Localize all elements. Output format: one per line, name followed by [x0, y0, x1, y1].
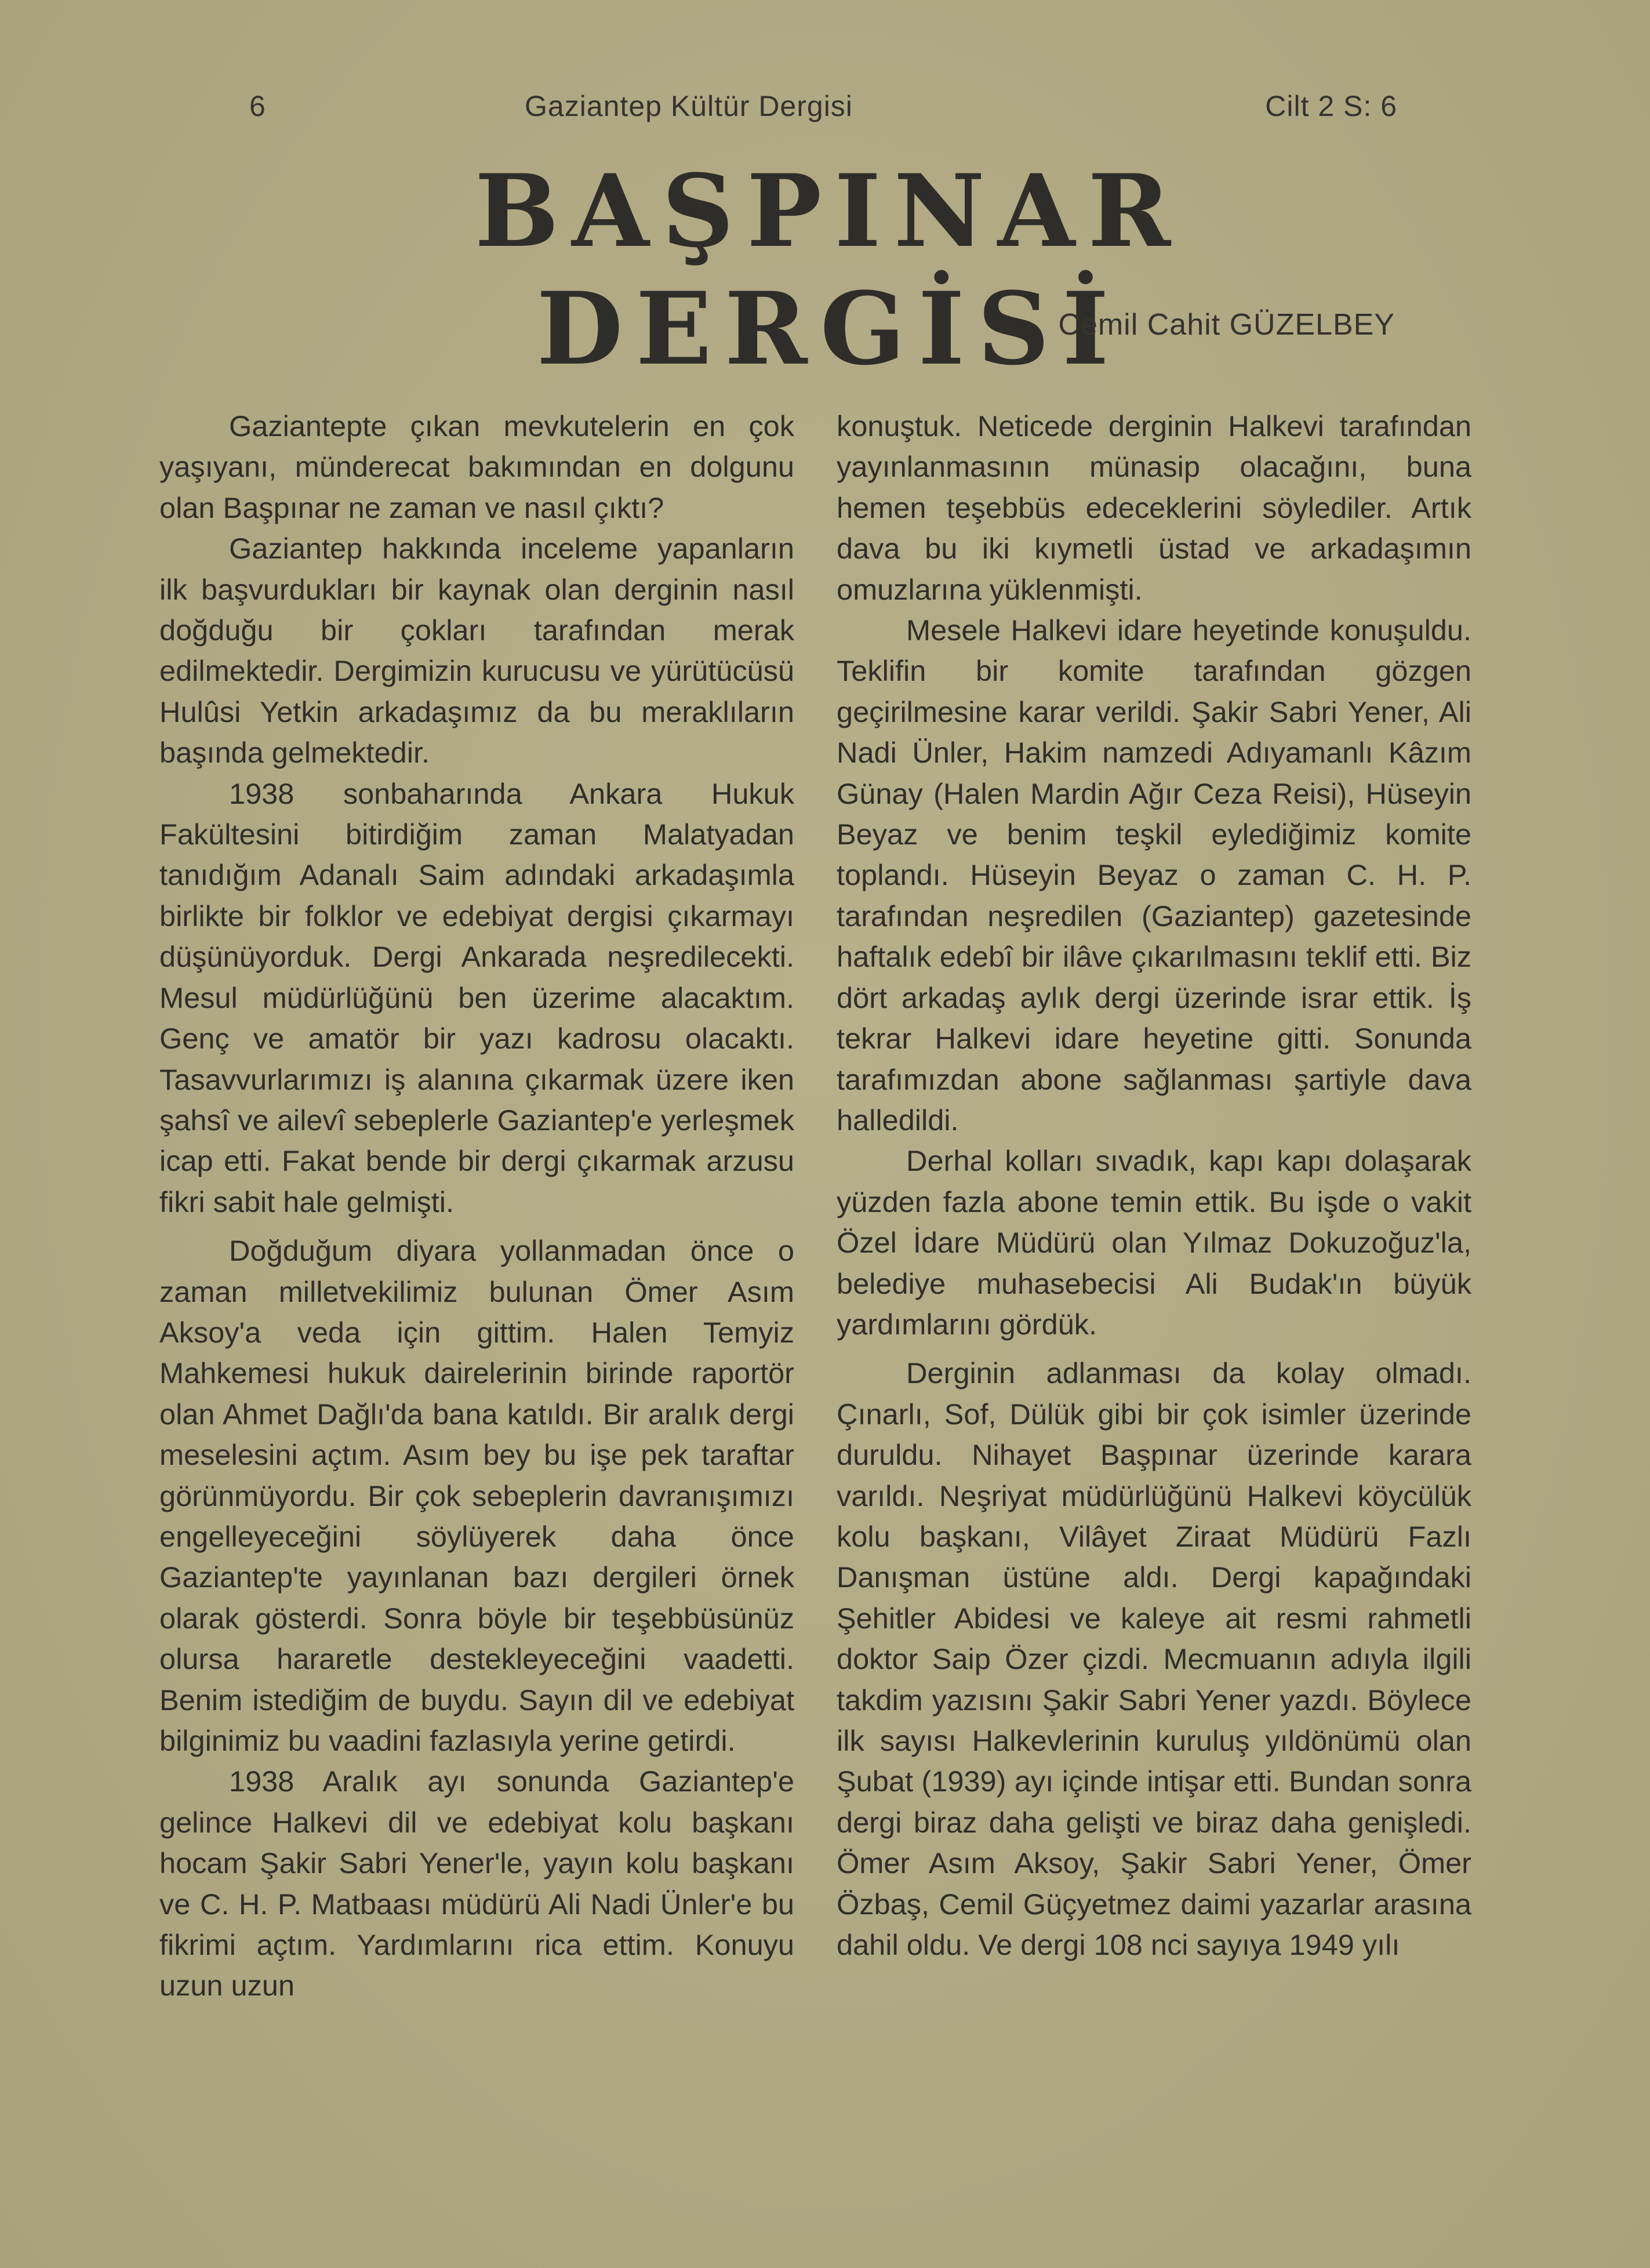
paragraph: Derginin adlanması da kolay olmadı. Çınarlı, Sof, Dülük gibi bir çok isimler üzerinde duruldu. Nihayet Başpınar üzerinde karara varıldı. Neşriyat müdürlüğünü Halkevi köycülük kolu başkanı, Vilâyet Ziraat Müdürü Fazlı Danışman üstüne aldı. Dergi kapağındaki Şehitler Abidesi ve kaleye ait resmi rahmetli doktor Saip Özer çizdi. Mecmuanın adıyla ilgili takdim yazısını Şakir Sabri Yener yazdı. Böylece ilk sayısı Halkevlerinin kuruluş yıldönümü olan Şubat (1939) ayı içinde intişar etti. Bundan sonra dergi biraz daha gelişti ve biraz daha genişledi. Ömer Asım Aksoy, Şakir Sabri Yener, Ömer Özbaş, Cemil Güçyetmez daimi yazarlar arasına dahil oldu. Ve dergi 108 nci sayıya 1949 yılı	[837, 1356, 1471, 1962]
paragraph: Derhal kolları sıvadık, kapı kapı dolaşarak yüzden fazla abone temin ettik. Bu işde o vakit Özel İdare Müdürü olan Yılmaz Dokuzoğuz'la, belediye muhasebecisi Ali Budak'ın büyük yardımlarını gördük.	[837, 1144, 1471, 1341]
paragraph: Gaziantep hakkında inceleme yapanların ilk başvurdukları bir kaynak olan derginin nasıl doğduğu bir çokları tarafından merak edilmektedir. Dergimizin kurucusu ve yürütücüsü Hulûsi Yetkin arkadaşımız da bu meraklıların başında gelmektedir.	[159, 532, 794, 770]
paragraph: Mesele Halkevi idare heyetinde konuşuldu. Teklifin bir komite tarafından gözgen geçirilmesine karar verildi. Şakir Sabri Yener, Ali Nadi Ünler, Hakim namzedi Adıyamanlı Kâzım Günay (Halen Mardin Ağır Ceza Reisi), Hüseyin Beyaz ve benim teşkil eylediğimiz komite toplandı. Hüseyin Beyaz o zaman C. H. P. tarafından neşredilen (Gaziantep) gazetesinde haftalık edebî bir ilâve çıkarılmasını teklif etti. Biz dört arkadaş aylık dergi üzerinde israr ettik. İş tekrar Halkevi idare heyetine gitti. Sonunda tarafımızdan abone sağlanması şartiyle dava halledildi.	[837, 614, 1471, 1137]
paragraph: Gaziantepte çıkan mevkutelerin en çok yaşıyanı, münderecat bakımından en dolgunu olan Başpınar ne zaman ve nasıl çıktı?	[159, 409, 794, 524]
paragraph: 1938 sonbaharında Ankara Hukuk Fakültesini bitirdiğim zaman Malatyadan tanıdığım Adanalı Saim adındaki arkadaşımla birlikte bir folklor ve edebiyat dergisi çıkarmayı düşünüyorduk. Dergi Ankarada neşredilecekti. Mesul müdürlüğünü ben üzerime alacaktım. Genç ve amatör bir yazı kadrosu olacaktı. Tasavvurlarımızı iş alanına çıkarmak üzere iken şahsî ve ailevî sebeplerle Gaziantep'e yerleşmek icap etti. Fakat bende bir dergi çıkarmak arzusu fikri sabit hale gelmişti.	[159, 776, 794, 1218]
page-number: 6	[249, 90, 266, 122]
paragraph: Doğduğum diyara yollanmadan önce o zaman milletvekilimiz bulunan Ömer Asım Aksoy'a veda için gittim. Halen Temyiz Mahkemesi hukuk dairelerinin birinde raportör olan Ahmet Dağlı'da bana katıldı. Bir aralık dergi meselesini açtım. Asım bey bu işe pek taraftar görünmüyordu. Bir çok sebeplerin davranışımızı engelleyeceğini söylüyerek daha önce Gaziantep'te yayınlanan bazı dergileri örnek olarak gösterdi. Sonra böyle bir teşebbüsünüz olursa hararetle destekleyeceğini vaadetti. Benim istediğim de buydu. Sayın dil ve edebiyat bilginimiz bu vaadini fazlasıyla yerine getirdi.	[159, 1234, 794, 1757]
running-header	[249, 81, 1397, 133]
article-author: Cemil Cahit GÜZELBEY	[1058, 308, 1395, 342]
volume-issue: Cilt 2 S: 6	[1265, 90, 1397, 122]
paragraph: 1938 Aralık ayı sonunda Gaziantep'e gelince Halkevi dil ve edebiyat kolu başkanı hocam Şakir Sabri Yener'le, yayın kolu başkanı ve C. H. P. Matbaası müdürü Ali Nadi Ünler'e bu fikrimi açtım. Yardımlarını rica ettim. Konuyu uzun uzun	[159, 1765, 794, 2002]
left-column	[159, 406, 794, 2006]
article-title: BAŞPINAR DERGİSİ	[474, 152, 1184, 387]
right-column	[837, 406, 1471, 1965]
paragraph: konuştuk. Neticede derginin Halkevi tarafından yayınlanmasının münasip olacağını, buna hemen teşebbüs edeceklerini söylediler. Artık dava bu iki kıymetli üstad ve arkadaşımın omuzlarına yüklenmişti.	[837, 409, 1471, 606]
journal-name: Gaziantep Kültür Dergisi	[525, 90, 853, 122]
